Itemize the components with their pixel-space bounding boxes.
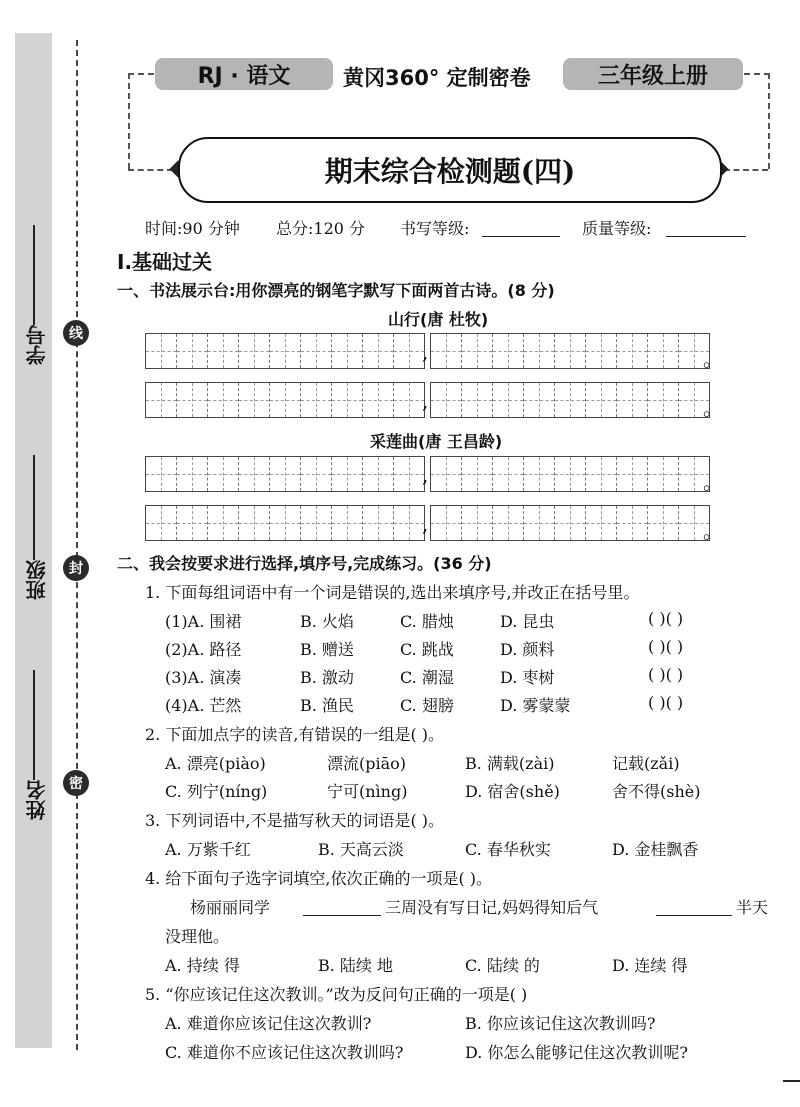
poem2-title: 采莲曲(唐 王昌龄) bbox=[370, 432, 503, 451]
q1-option-b: B. 激动 bbox=[300, 668, 354, 687]
name-label: 姓名 bbox=[25, 780, 49, 820]
q4-option-a: A. 持续 得 bbox=[165, 956, 240, 975]
q5-option-c: C. 难道你不应该记住这次教训吗? bbox=[165, 1043, 404, 1062]
writing-grid[interactable] bbox=[145, 333, 425, 369]
q4-blank-1[interactable] bbox=[303, 897, 381, 916]
grade-tag: 三年级上册 bbox=[563, 58, 743, 90]
info-quality: 质量等级: bbox=[582, 219, 652, 238]
header-connector-right bbox=[744, 73, 770, 75]
seal-line-mark: 线 bbox=[63, 320, 89, 346]
writing-grid[interactable] bbox=[145, 382, 425, 418]
q1-option-c: C. 翅膀 bbox=[400, 696, 454, 715]
q5-option-b: B. 你应该记住这次教训吗? bbox=[465, 1014, 656, 1033]
q1-answer-blank[interactable]: ( )( ) bbox=[648, 665, 684, 684]
q5-option-d: D. 你怎么能够记住这次教训呢? bbox=[465, 1043, 689, 1062]
q2-option-c1: C. 列宁(níng) bbox=[165, 782, 268, 801]
q1-stem: 1. 下面每组词语中有一个词是错误的,选出来填序号,并改正在括号里。 bbox=[145, 583, 640, 602]
writing-grid[interactable] bbox=[145, 505, 425, 541]
q2-stem: 2. 下面加点字的读音,有错误的一组是( )。 bbox=[145, 725, 445, 744]
page-title: 期末综合检测题(四) bbox=[178, 137, 722, 203]
q1-option-b: B. 赠送 bbox=[300, 640, 354, 659]
q4-sentence-part1: 杨丽丽同学 bbox=[190, 898, 271, 917]
q4-blank-2[interactable] bbox=[656, 897, 732, 916]
q4-option-d: D. 连续 得 bbox=[612, 956, 688, 975]
page-edge-mark bbox=[783, 1080, 800, 1082]
q4-sentence-part2: 三周没有写日记,妈妈得知后气 bbox=[385, 898, 599, 917]
header-connector-right-v bbox=[768, 73, 770, 169]
grid-period: 。 bbox=[703, 347, 723, 371]
info-writing: 书写等级: bbox=[400, 219, 470, 238]
q2-option-a2: 漂流(piāo) bbox=[327, 754, 407, 773]
grid-comma: , bbox=[422, 340, 429, 364]
poem1-title: 山行(唐 杜牧) bbox=[388, 310, 489, 329]
q1-row-label: (4)A. 芒然 bbox=[165, 696, 242, 715]
writing-grid[interactable] bbox=[430, 505, 710, 541]
q1-option-b: B. 渔民 bbox=[300, 696, 354, 715]
seal-secret-mark: 密 bbox=[63, 770, 89, 796]
quality-grade-blank[interactable] bbox=[666, 218, 746, 237]
part2-heading: 二、我会按要求进行选择,填序号,完成练习。(36 分) bbox=[117, 554, 492, 573]
grid-period: 。 bbox=[703, 470, 723, 494]
info-time: 时间:90 分钟 bbox=[145, 219, 240, 238]
header-connector-left-v bbox=[128, 73, 130, 169]
q1-option-b: B. 火焰 bbox=[300, 612, 354, 631]
writing-grid[interactable] bbox=[430, 456, 710, 492]
q4-sentence-line2: 没理他。 bbox=[165, 927, 230, 946]
header-connector-right-h bbox=[724, 169, 768, 171]
student-id-label: 学号 bbox=[25, 325, 49, 365]
grid-comma: , bbox=[422, 512, 429, 536]
writing-grid[interactable] bbox=[430, 333, 710, 369]
q4-stem: 4. 给下面句子选字词填空,依次正确的一项是( )。 bbox=[145, 869, 493, 888]
info-score: 总分:120 分 bbox=[276, 219, 366, 238]
q2-option-c2: 宁可(nìng) bbox=[327, 782, 408, 801]
q1-option-d: D. 颜料 bbox=[500, 640, 555, 659]
q3-option-b: B. 天高云淡 bbox=[318, 840, 404, 859]
q3-stem: 3. 下列词语中,不是描写秋天的词语是( )。 bbox=[145, 811, 445, 830]
header-connector-left bbox=[128, 73, 154, 75]
binding-dashed-line bbox=[76, 40, 78, 1050]
q1-option-d: D. 雾蒙蒙 bbox=[500, 696, 571, 715]
q1-option-c: C. 跳战 bbox=[400, 640, 454, 659]
brand-name: 黄冈360° 定制密卷 bbox=[343, 66, 531, 90]
name-line bbox=[33, 670, 35, 780]
seal-seal-mark: 封 bbox=[63, 555, 89, 581]
grid-comma: , bbox=[422, 463, 429, 487]
q1-answer-blank[interactable]: ( )( ) bbox=[648, 693, 684, 712]
q4-sentence-part3: 半天 bbox=[736, 898, 769, 917]
q3-option-c: C. 春华秋实 bbox=[465, 840, 551, 859]
q1-answer-blank[interactable]: ( )( ) bbox=[648, 609, 684, 628]
q1-row-label: (2)A. 路径 bbox=[165, 640, 242, 659]
part1-heading: 一、书法展示台:用你漂亮的钢笔字默写下面两首古诗。(8 分) bbox=[117, 281, 555, 300]
q1-option-c: C. 潮湿 bbox=[400, 668, 454, 687]
class-label: 班级 bbox=[25, 560, 49, 600]
grid-comma: , bbox=[422, 389, 429, 413]
q1-option-c: C. 腊烛 bbox=[400, 612, 454, 631]
q1-option-d: D. 昆虫 bbox=[500, 612, 555, 631]
writing-grid[interactable] bbox=[430, 382, 710, 418]
student-id-line bbox=[33, 225, 35, 325]
writing-grid[interactable] bbox=[145, 456, 425, 492]
q2-option-b1: B. 满载(zài) bbox=[465, 754, 555, 773]
q2-option-b2: 记载(zǎi) bbox=[612, 754, 680, 773]
q1-row-label: (1)A. 围裙 bbox=[165, 612, 242, 631]
q1-answer-blank[interactable]: ( )( ) bbox=[648, 637, 684, 656]
q2-option-a1: A. 漂亮(piào) bbox=[165, 754, 266, 773]
q2-option-d2: 舍不得(shè) bbox=[612, 782, 701, 801]
q5-option-a: A. 难道你应该记住这次教训? bbox=[165, 1014, 372, 1033]
subject-tag: RJ · 语文 bbox=[155, 58, 333, 90]
q1-row-label: (3)A. 演凑 bbox=[165, 668, 242, 687]
q5-stem: 5. “你应该记住这次教训。”改为反问句正确的一项是( ) bbox=[145, 985, 528, 1004]
q4-option-b: B. 陆续 地 bbox=[318, 956, 394, 975]
q3-option-d: D. 金桂飘香 bbox=[612, 840, 699, 859]
q2-option-d1: D. 宿舍(shě) bbox=[465, 782, 560, 801]
grid-period: 。 bbox=[703, 519, 723, 543]
q1-option-d: D. 枣树 bbox=[500, 668, 555, 687]
q4-option-c: C. 陆续 的 bbox=[465, 956, 540, 975]
q3-option-a: A. 万紫千红 bbox=[165, 840, 251, 859]
section-heading: Ⅰ.基础过关 bbox=[117, 250, 213, 274]
writing-grade-blank[interactable] bbox=[482, 218, 560, 237]
class-line bbox=[33, 455, 35, 560]
grid-period: 。 bbox=[703, 396, 723, 420]
header-connector-left-h bbox=[128, 169, 173, 171]
